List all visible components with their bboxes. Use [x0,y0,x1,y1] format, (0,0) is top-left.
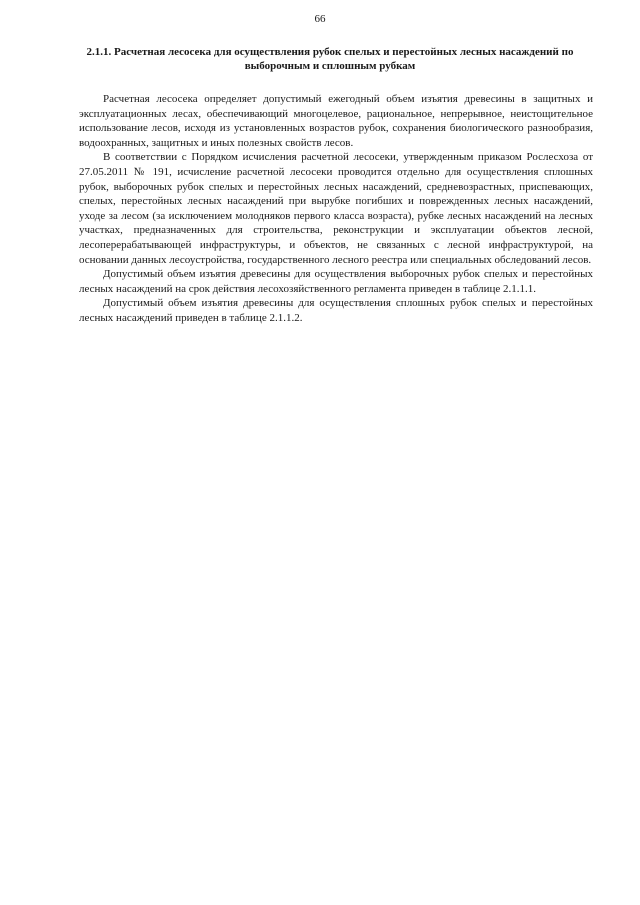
paragraph-calculated-cutting-area: Расчетная лесосека определяет допустимый ежегодный объем изъятия древесины в защитных и эксплуатационных лесах, обеспечивающий многоцелевое, рациональное, непрерывное, неистощительное использование лесов, исходя из установленных возрастов рубок, сохранения биологического разнообразия, водоохранных, защитных и иных полезных свойств лесов. [79,93,593,149]
paragraph-clear-cutting-volume: Допустимый объем изъятия древесины для осуществления сплошных рубок спелых и перестойных лесных насаждений приведен в таблице 2.1.1.2. [79,297,593,324]
page-number: 66 [314,13,326,25]
paragraph-calculation-procedure: В соответствии с Порядком исчисления расчетной лесосеки, утвержденным приказом Рослесхоза от 27.05.2011 № 191, исчисление расчетной лесосеки проводится отдельно для осуществления сплошных рубок, выборочных рубок спелых и перестойных лесных насаждений, средневозрастных, приспевающих, спелых, перестойных лесных насаждений при вырубке погибших и поврежденных лесных насаждений, уходе за лесом (за исключением молодняков первого класса возраста), рубке лесных насаждений на лесных участках, предназначенных для строительства, реконструкции и эксплуатации объектов лесной, лесоперерабатывающей инфраструктуры, и объектов, не связанных с лесной инфраструктурой, на основании данных лесоустройства, государственного лесного реестра или специальных обследований лесов. [79,151,593,266]
section-heading: 2.1.1. Расчетная лесосека для осуществления рубок спелых и перестойных лесных насаждений по выборочным и сплошным рубкам [86,46,574,72]
paragraph-selective-cutting-volume: Допустимый объем изъятия древесины для осуществления выборочных рубок спелых и перестойных лесных насаждений на срок действия лесохозяйственного регламента приведен в таблице 2.1.1.1. [79,268,593,295]
body-text [79,92,593,326]
